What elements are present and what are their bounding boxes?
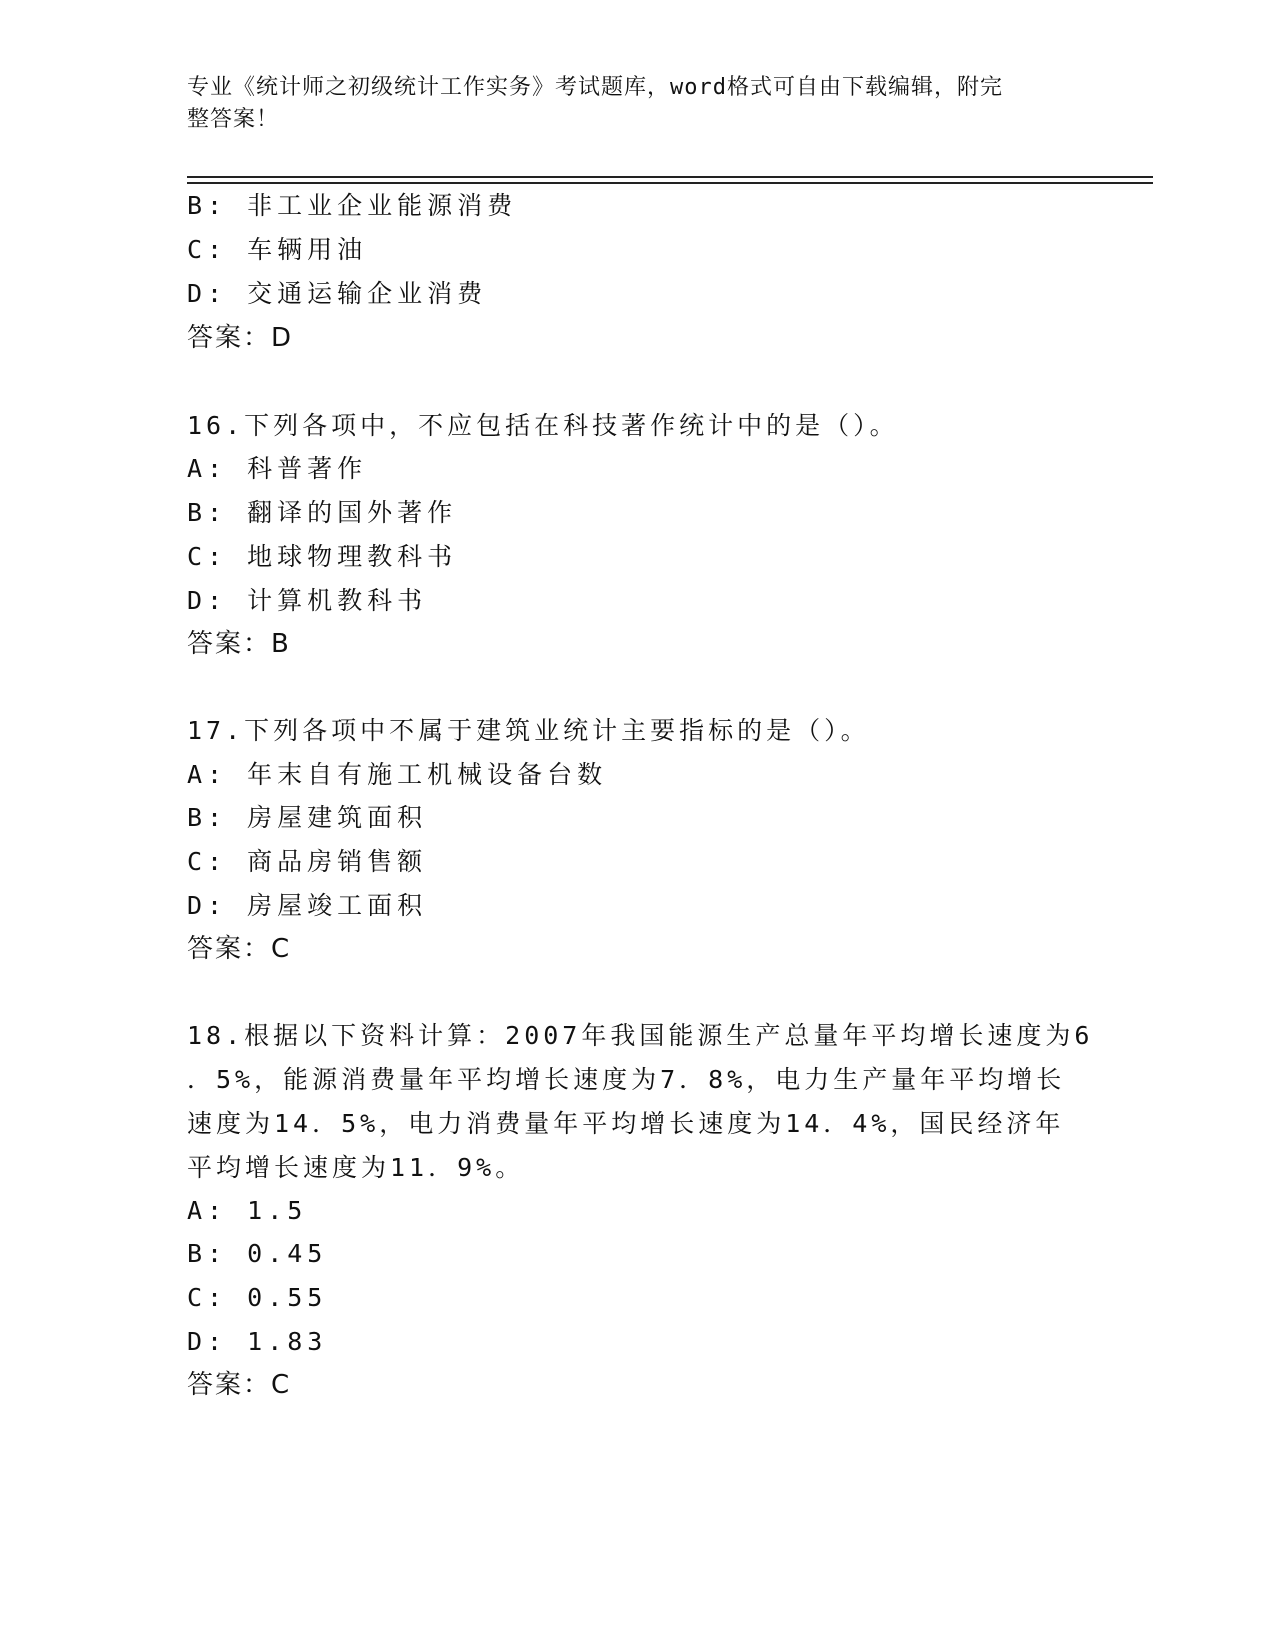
q18-answer: 答案：C	[187, 1370, 292, 1400]
q15-option-d: D: 交通运输企业消费	[187, 279, 488, 308]
q17-option-c: C: 商品房销售额	[187, 847, 428, 876]
q16-stem: 16.下列各项中，不应包括在科技著作统计中的是（）。	[187, 411, 899, 440]
q18-stem-line-3: 速度为14．5%，电力消费量年平均增长速度为14．4%，国民经济年	[187, 1109, 1065, 1138]
q18-stem-line-2: ．5%，能源消费量年平均增长速度为7．8%，电力生产量年平均增长	[187, 1065, 1066, 1094]
q17-option-b: B: 房屋建筑面积	[187, 803, 428, 832]
q15-option-b: B: 非工业企业能源消费	[187, 191, 518, 220]
document-header	[187, 72, 1067, 136]
q17-stem: 17.下列各项中不属于建筑业统计主要指标的是（）。	[187, 716, 870, 745]
q17-option-a: A: 年末自有施工机械设备台数	[187, 760, 608, 789]
q18-stem-line-1: 18.根据以下资料计算：2007年我国能源生产总量年平均增长速度为6	[187, 1021, 1094, 1050]
q18-option-d: D: 1.83	[187, 1327, 328, 1356]
q18-option-a: A: 1.5	[187, 1196, 308, 1225]
header-divider-bottom	[187, 182, 1153, 184]
header-divider-top	[187, 176, 1153, 178]
q17-option-d: D: 房屋竣工面积	[187, 891, 428, 920]
q15-answer: 答案：D	[187, 323, 294, 353]
header-line-1: 专业《统计师之初级统计工作实务》考试题库，word格式可自由下载编辑，附完	[187, 75, 1003, 100]
q18-option-c: C: 0.55	[187, 1283, 328, 1312]
q16-answer: 答案：B	[187, 629, 291, 659]
q18-option-b: B: 0.45	[187, 1239, 328, 1268]
q16-option-c: C: 地球物理教科书	[187, 542, 458, 571]
q18-stem-line-4: 平均增长速度为11．9%。	[187, 1153, 525, 1182]
header-line-2: 整答案！	[187, 107, 280, 132]
q16-option-b: B: 翻译的国外著作	[187, 498, 458, 527]
q16-option-d: D: 计算机教科书	[187, 586, 428, 615]
q15-option-c: C: 车辆用油	[187, 235, 368, 264]
q17-answer: 答案：C	[187, 934, 292, 964]
q16-option-a: A: 科普著作	[187, 454, 368, 483]
